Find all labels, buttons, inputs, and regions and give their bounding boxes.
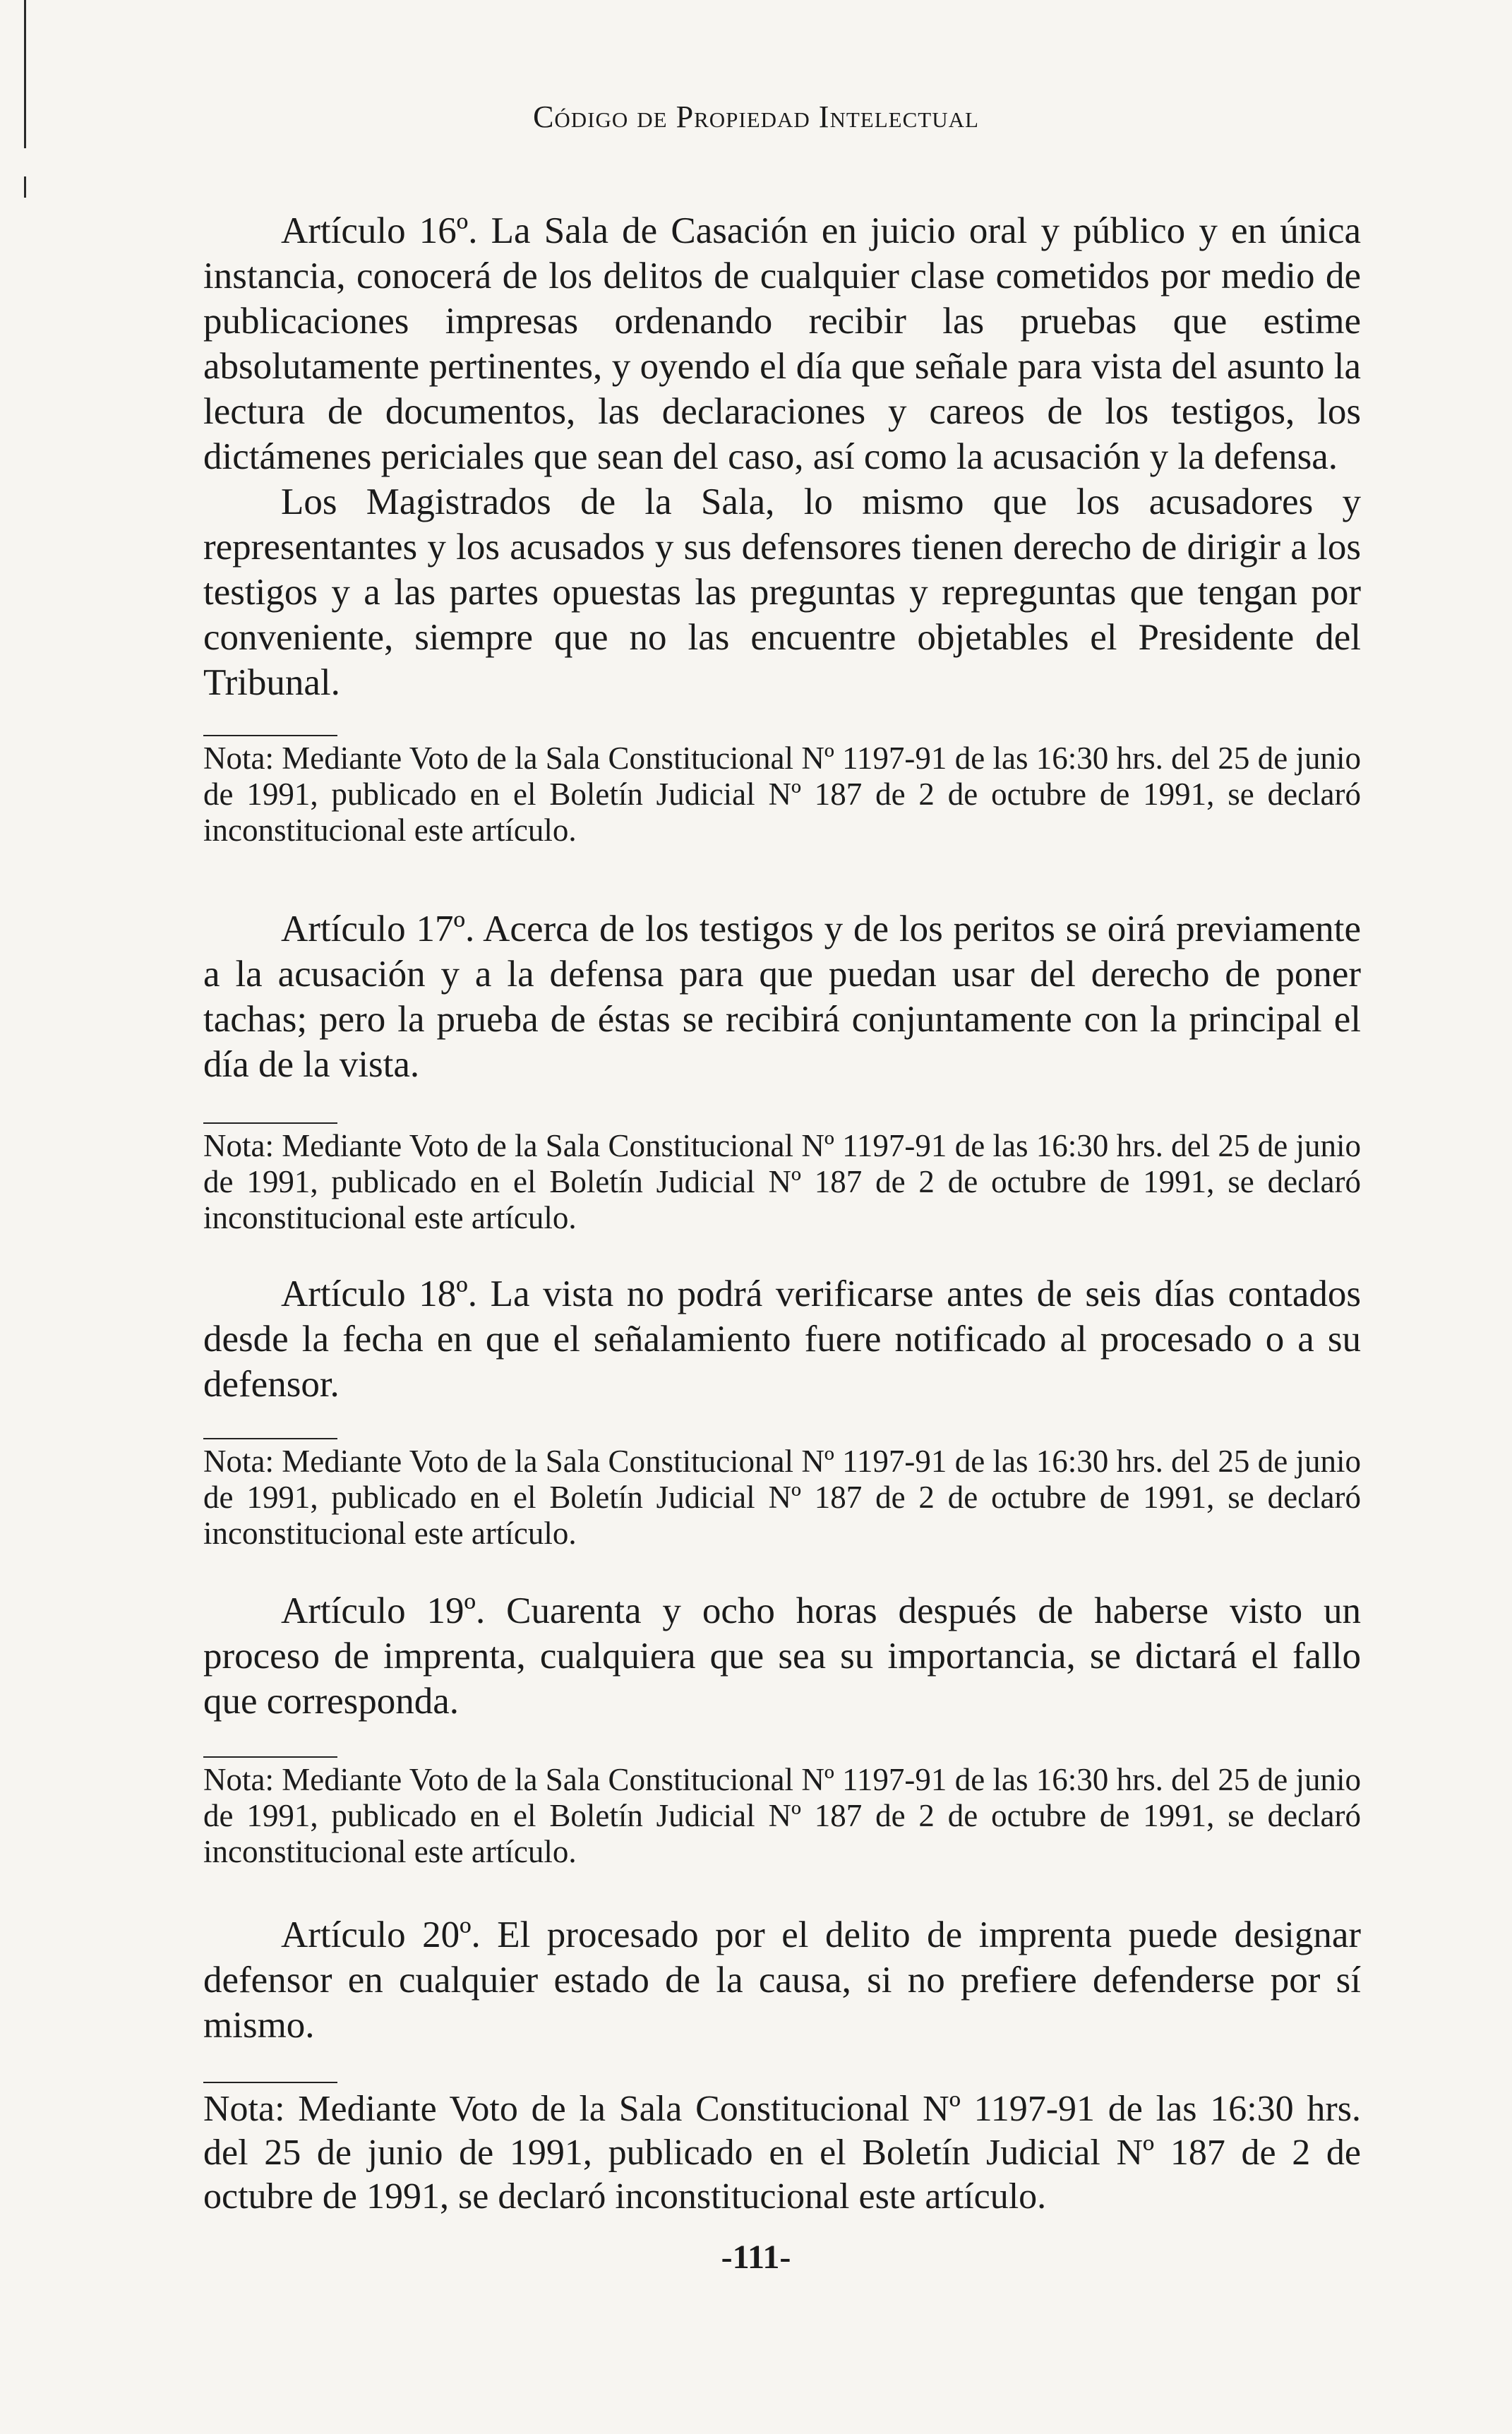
footnote-text: Nota: Mediante Voto de la Sala Constitucional Nº 1197-91 de las 16:30 hrs. del 25 de junio de 1991, publicado en el Boletín Judicial Nº 187 de 2 de octubre de 1991, se declaró inconstitucional este artículo. [203, 741, 1361, 848]
footnote-rule [203, 1122, 337, 1124]
footnote-block [203, 1438, 1361, 1552]
footnote-text: Nota: Mediante Voto de la Sala Constitucional Nº 1197-91 de las 16:30 hrs. del 25 de junio de 1991, publicado en el Boletín Judicial Nº 187 de 2 de octubre de 1991, se declaró inconstitucional este artículo. [203, 2089, 1361, 2217]
footnote-block [203, 1756, 1361, 1870]
footnote-block [203, 2082, 1361, 2219]
footnote-text: Nota: Mediante Voto de la Sala Constitucional Nº 1197-91 de las 16:30 hrs. del 25 de junio de 1991, publicado en el Boletín Judicial Nº 187 de 2 de octubre de 1991, se declaró inconstitucional este artículo. [203, 1128, 1361, 1235]
footnote-rule [203, 1756, 337, 1758]
article-paragraph: Artículo 17º. Acerca de los testigos y de los peritos se oirá previamente a la acusación y a la defensa para que puedan usar del derecho de poner tachas; pero la prueba de éstas se recibirá conjuntamente con la principal el día de la vista. [203, 909, 1361, 1085]
article-paragraph: Artículo 19º. Cuarenta y ocho horas después de haberse visto un proceso de imprenta, cualquiera que sea su importancia, se dictará el fallo que corresponda. [203, 1590, 1361, 1722]
article-paragraph: Artículo 20º. El procesado por el delito de imprenta puede designar defensor en cualquier estado de la causa, si no prefiere defenderse por sí mismo. [203, 1914, 1361, 2046]
article-paragraph: Los Magistrados de la Sala, lo mismo que los acusadores y representantes y los acusados y sus defensores tienen derecho de dirigir a los testigos y a las partes opuestas las preguntas y repreguntas que tengan por conveniente, siempre que no las encuentre objetables el Presidente del Tribunal. [203, 481, 1361, 703]
footnote-rule [203, 2082, 337, 2083]
footnote-block [203, 735, 1361, 849]
article-paragraph: Artículo 16º. La Sala de Casación en juicio oral y público y en única instancia, conocerá de los delitos de cualquier clase cometidos por medio de publicaciones impresas ordenando recibir las pruebas que estime absolutamente pertinentes, y oyendo el día que señale para vista del asunto la lectura de documentos, las declaraciones y careos de los testigos, los dictámenes periciales que sean del caso, así como la acusación y la defensa. [203, 210, 1361, 477]
footnote-text: Nota: Mediante Voto de la Sala Constitucional Nº 1197-91 de las 16:30 hrs. del 25 de junio de 1991, publicado en el Boletín Judicial Nº 187 de 2 de octubre de 1991, se declaró inconstitucional este artículo. [203, 1762, 1361, 1869]
article-17 [203, 906, 1361, 1087]
article-paragraph: Artículo 18º. La vista no podrá verificarse antes de seis días contados desde la fecha en que el señalamiento fuere notificado al procesado o a su defensor. [203, 1273, 1361, 1405]
scan-edge-mark [24, 176, 26, 198]
page-number: -111- [721, 2238, 791, 2276]
article-19 [203, 1588, 1361, 1724]
footnote-rule [203, 735, 337, 736]
article-16 [203, 208, 1361, 705]
footnote-text: Nota: Mediante Voto de la Sala Constitucional Nº 1197-91 de las 16:30 hrs. del 25 de junio de 1991, publicado en el Boletín Judicial Nº 187 de 2 de octubre de 1991, se declaró inconstitucional este artículo. [203, 1444, 1361, 1551]
footnote-block [203, 1122, 1361, 1236]
footnote-rule [203, 1438, 337, 1439]
article-18 [203, 1271, 1361, 1407]
page-content [203, 208, 1361, 2219]
article-20 [203, 1912, 1361, 2048]
running-head: Código de Propiedad Intelectual [533, 100, 979, 134]
